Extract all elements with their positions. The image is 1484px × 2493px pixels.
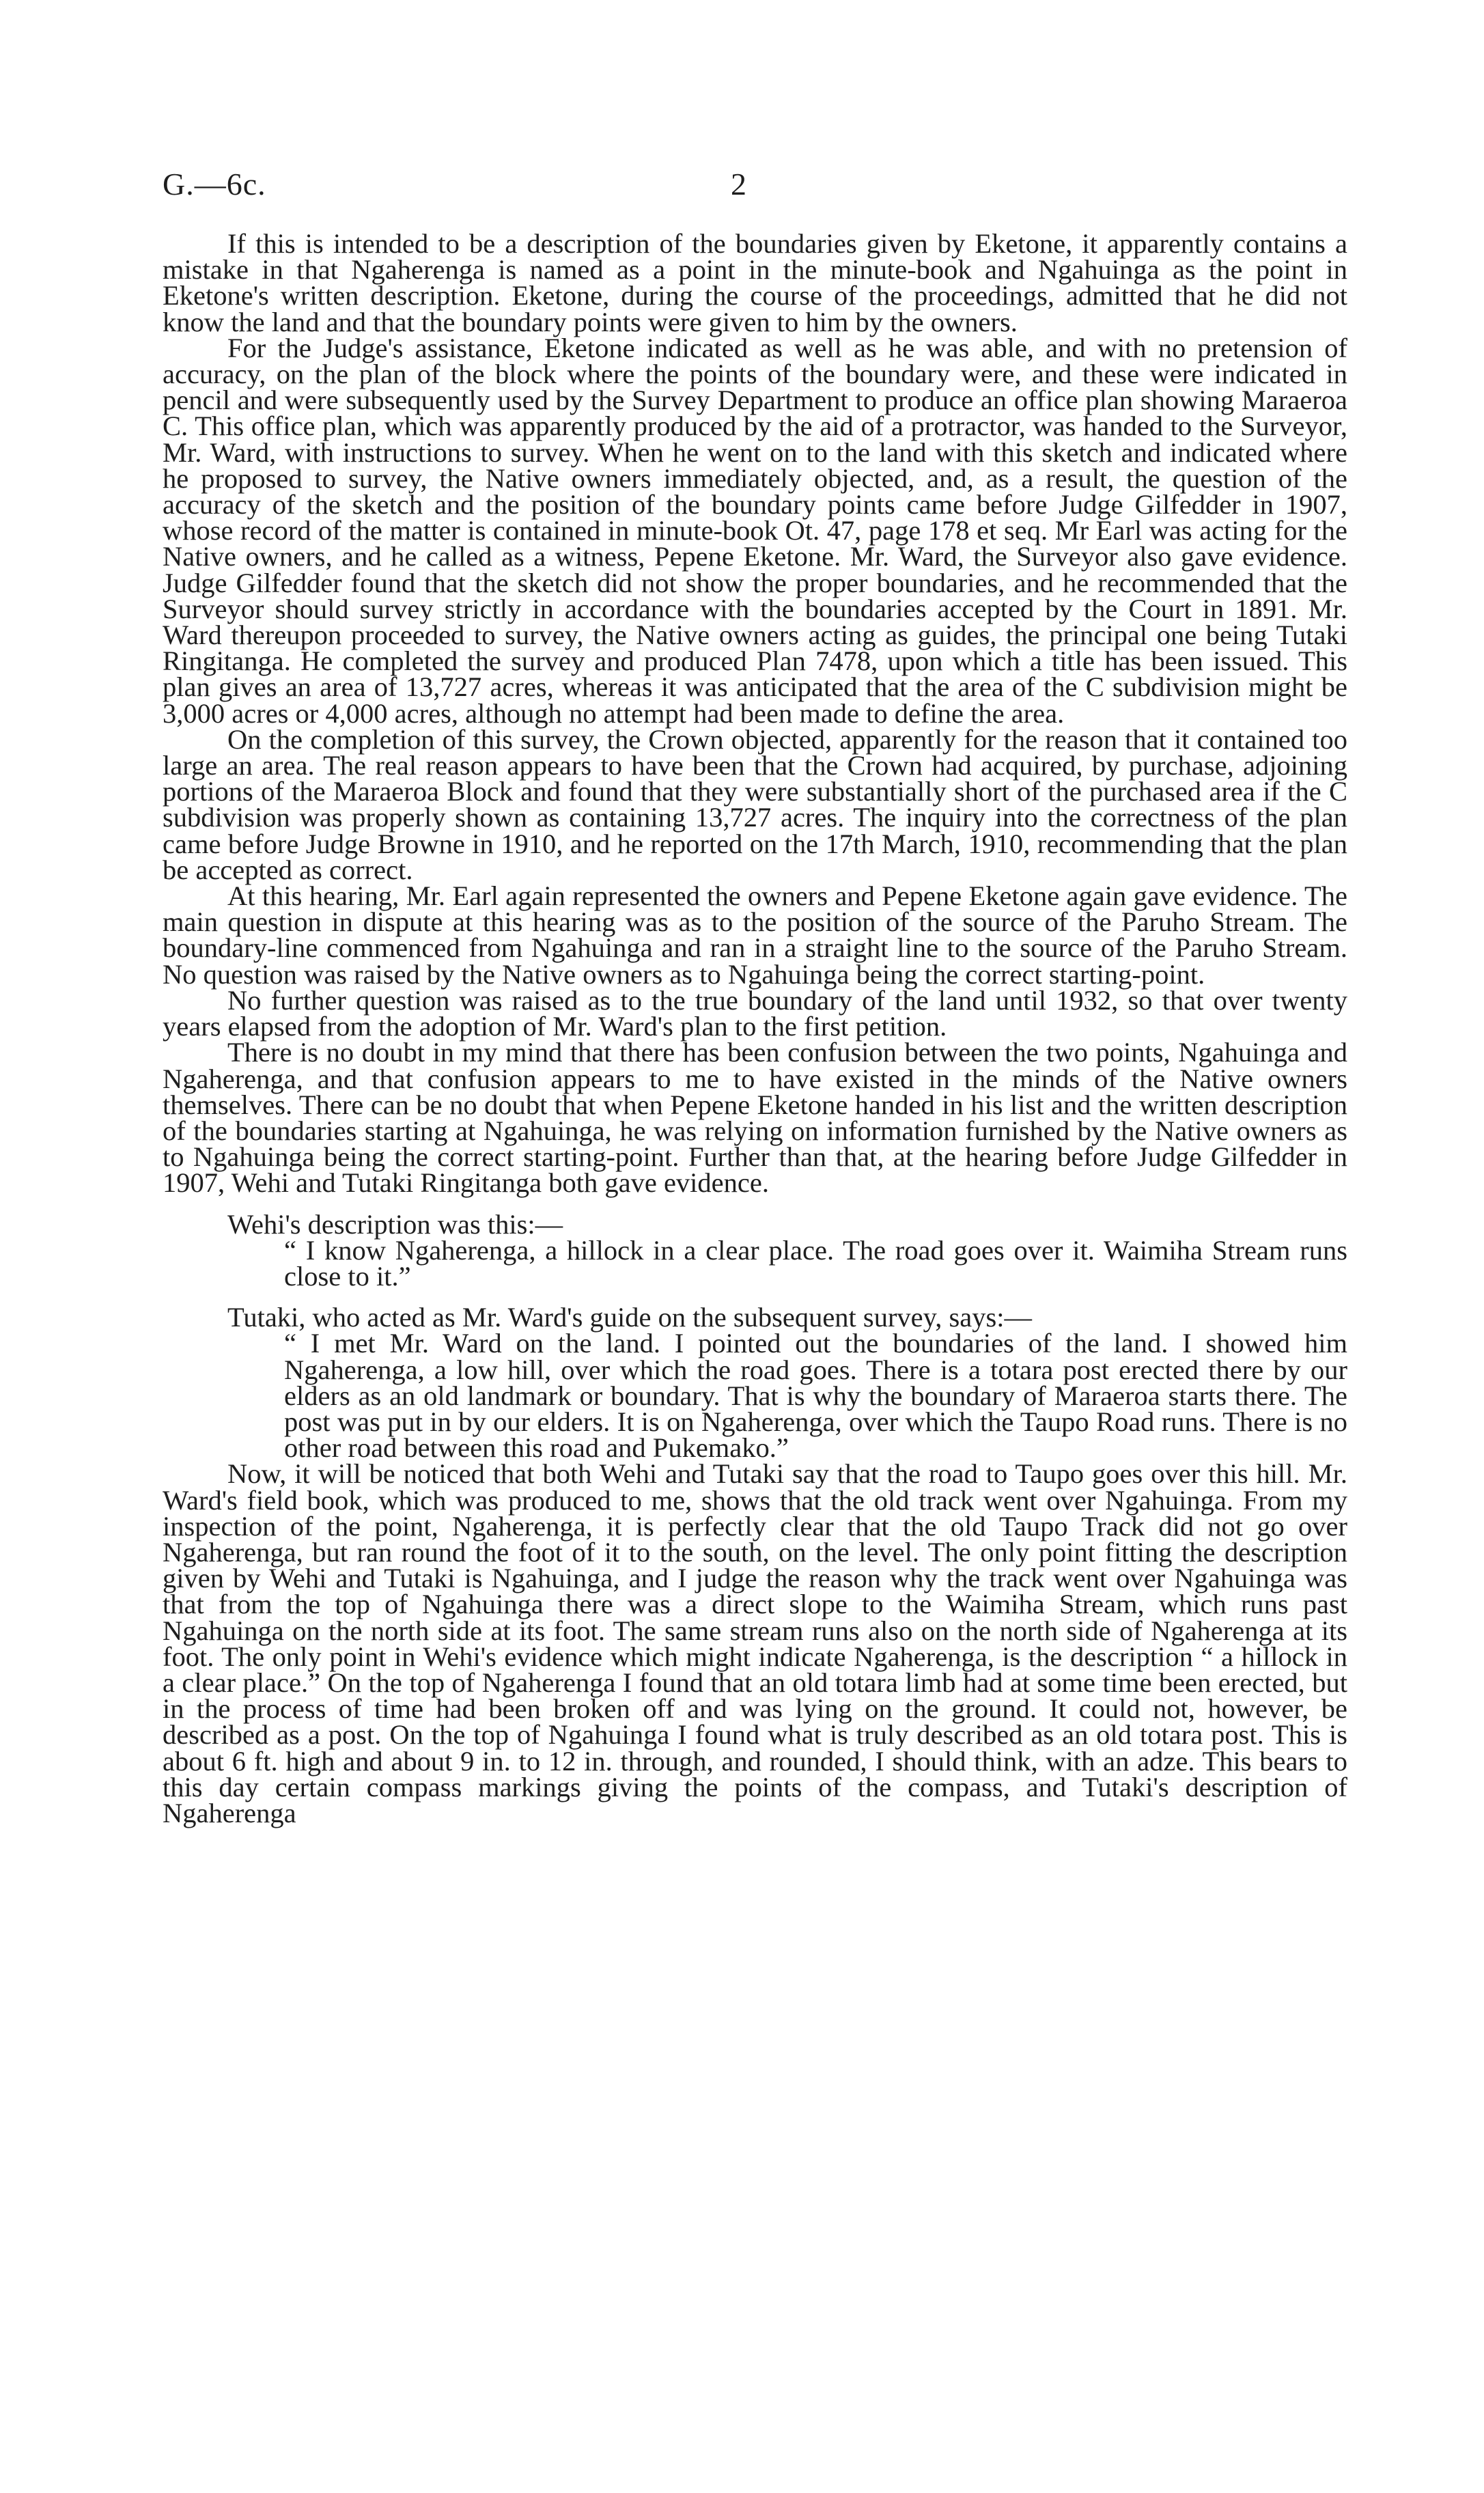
paragraph: There is no doubt in my mind that there has been confusion between the two points, Ngahuinga and Ngaherenga, and that confusion appears to me to have existed in the minds of the Native owners themselves. There can be no doubt that when Pepene Eketone handed in his list and the written description of the boundaries starting at Ngahuinga, he was relying on information furnished by the Native owners as to Ngahuinga being the correct starting-point. Further than that, at the hearing before Judge Gilfedder in 1907, Wehi and Tutaki Ringitanga both gave evidence. [163,1037,1347,1199]
paragraph: Now, it will be noticed that both Wehi and Tutaki say that the road to Taupo goes over this hill. Mr. Ward's field book, which was produced to me, shows that the old track went over Ngahuinga. From my inspection of the point, Ngaherenga, it is perfectly clear that the old Taupo Track did not go over Ngaherenga, but ran round the foot of it to the south, on the level. The only point fitting the description given by Wehi and Tutaki is Ngahuinga, and I judge the reason why the track went over Ngahuinga was that from the top of Ngahuinga there was a direct slope to the Waimiha Stream, which runs past Ngahuinga on the north side at its foot. The same stream runs also on the north side of Ngaherenga at its foot. The only point in Wehi's evidence which might indicate Ngaherenga, is the description “ a hillock in a clear place.” On the top of Ngaherenga I found that an old totara limb had at some time been erected, but in the process of time had been broken off and was lying on the ground. It could not, however, be described as a post. On the top of Ngahuinga I found what is truly described as an old totara post. This is about 6 ft. high and about 9 in. to 12 in. through, and rounded, I should think, with an adze. This bears to this day certain compass markings giving the points of the compass, and Tutaki's description of Ngaherenga [163,1458,1347,1828]
document-body [163,228,1347,1828]
document-reference: G.—6c. [163,167,266,201]
paragraph: On the completion of this survey, the Crown objected, apparently for the reason that it contained too large an area. The real reason appears to have been that the Crown had acquired, by purchase, adjoining portions of the Maraeroa Block and found that they were substantially short of the purchased area if the C subdivision was properly shown as containing 13,727 acres. The inquiry into the correctness of the plan came before Judge Browne in 1910, and he reported on the 17th March, 1910, recommending that the plan be accepted as correct. [163,723,1347,885]
tutaki-quote: “ I met Mr. Ward on the land. I pointed out the boundaries of the land. I showed him Ngaherenga, a low hill, over which the road goes. There is a totara post erected there by our elders as an old landmark or boundary. That is why the boundary of Maraeroa starts there. The post was put in by our elders. It is on Ngaherenga, over which the Taupo Road runs. There is no other road between this road and Pukemako.” [284,1328,1347,1464]
page-number: 2 [731,167,746,201]
paragraph: If this is intended to be a description of the boundaries given by Eketone, it apparently contains a mistake in that Ngaherenga is named as a point in the minute-book and Ngahuinga as the point in Eketone's written description. Eketone, during the course of the proceedings, admitted that he did not know the land and that the boundary points were given to him by the owners. [163,228,1347,337]
wehi-intro: Wehi's description was this:— [227,1208,563,1240]
paragraph: For the Judge's assistance, Eketone indicated as well as he was able, and with no pretension of accuracy, on the plan of the block where the points of the boundary were, and these were indicated in pencil and were subsequently used by the Survey Department to produce an office plan showing Maraeroa C. This office plan, which was apparently produced by the aid of a protractor, was handed to the Surveyor, Mr. Ward, with instructions to survey. When he went on to the land with this sketch and indicated where he proposed to survey, the Native owners immediately objected, and, as a result, the question of the accuracy of the sketch and the position of the boundary points came before Judge Gilfedder in 1907, whose record of the matter is contained in minute-book Ot. 47, page 178 et seq. Mr Earl was acting for the Native owners, and he called as a witness, Pepene Eketone. Mr. Ward, the Surveyor also gave evidence. Judge Gilfedder found that the sketch did not show the proper boundaries, and he recommended that the Surveyor should survey strictly in accordance with the boundaries accepted by the Court in 1891. Mr. Ward thereupon proceeded to survey, the Native owners acting as guides, the principal one being Tutaki Ringitanga. He completed the survey and produced Plan 7478, upon which a title has been issued. This plan gives an area of 13,727 acres, whereas it was anticipated that the area of the C subdivision might be 3,000 acres or 4,000 acres, although no attempt had been made to define the area. [163,332,1347,729]
paragraph: At this hearing, Mr. Earl again represented the owners and Pepene Eketone again gave evidence. The main question in dispute at this hearing was as to the position of the source of the Paruho Stream. The boundary-line commenced from Ngahuinga and ran in a straight line to the source of the Paruho Stream. No question was raised by the Native owners as to Ngahuinga being the correct starting-point. [163,880,1347,990]
wehi-quote: “ I know Ngaherenga, a hillock in a clear place. The road goes over it. Waimiha Stream runs close to it.” [284,1234,1347,1292]
paragraph: No further question was raised as to the true boundary of the land until 1932, so that over twenty years elapsed from the adoption of Mr. Ward's plan to the first petition. [163,984,1347,1042]
tutaki-intro: Tutaki, who acted as Mr. Ward's guide on the subsequent survey, says:— [227,1302,1033,1333]
